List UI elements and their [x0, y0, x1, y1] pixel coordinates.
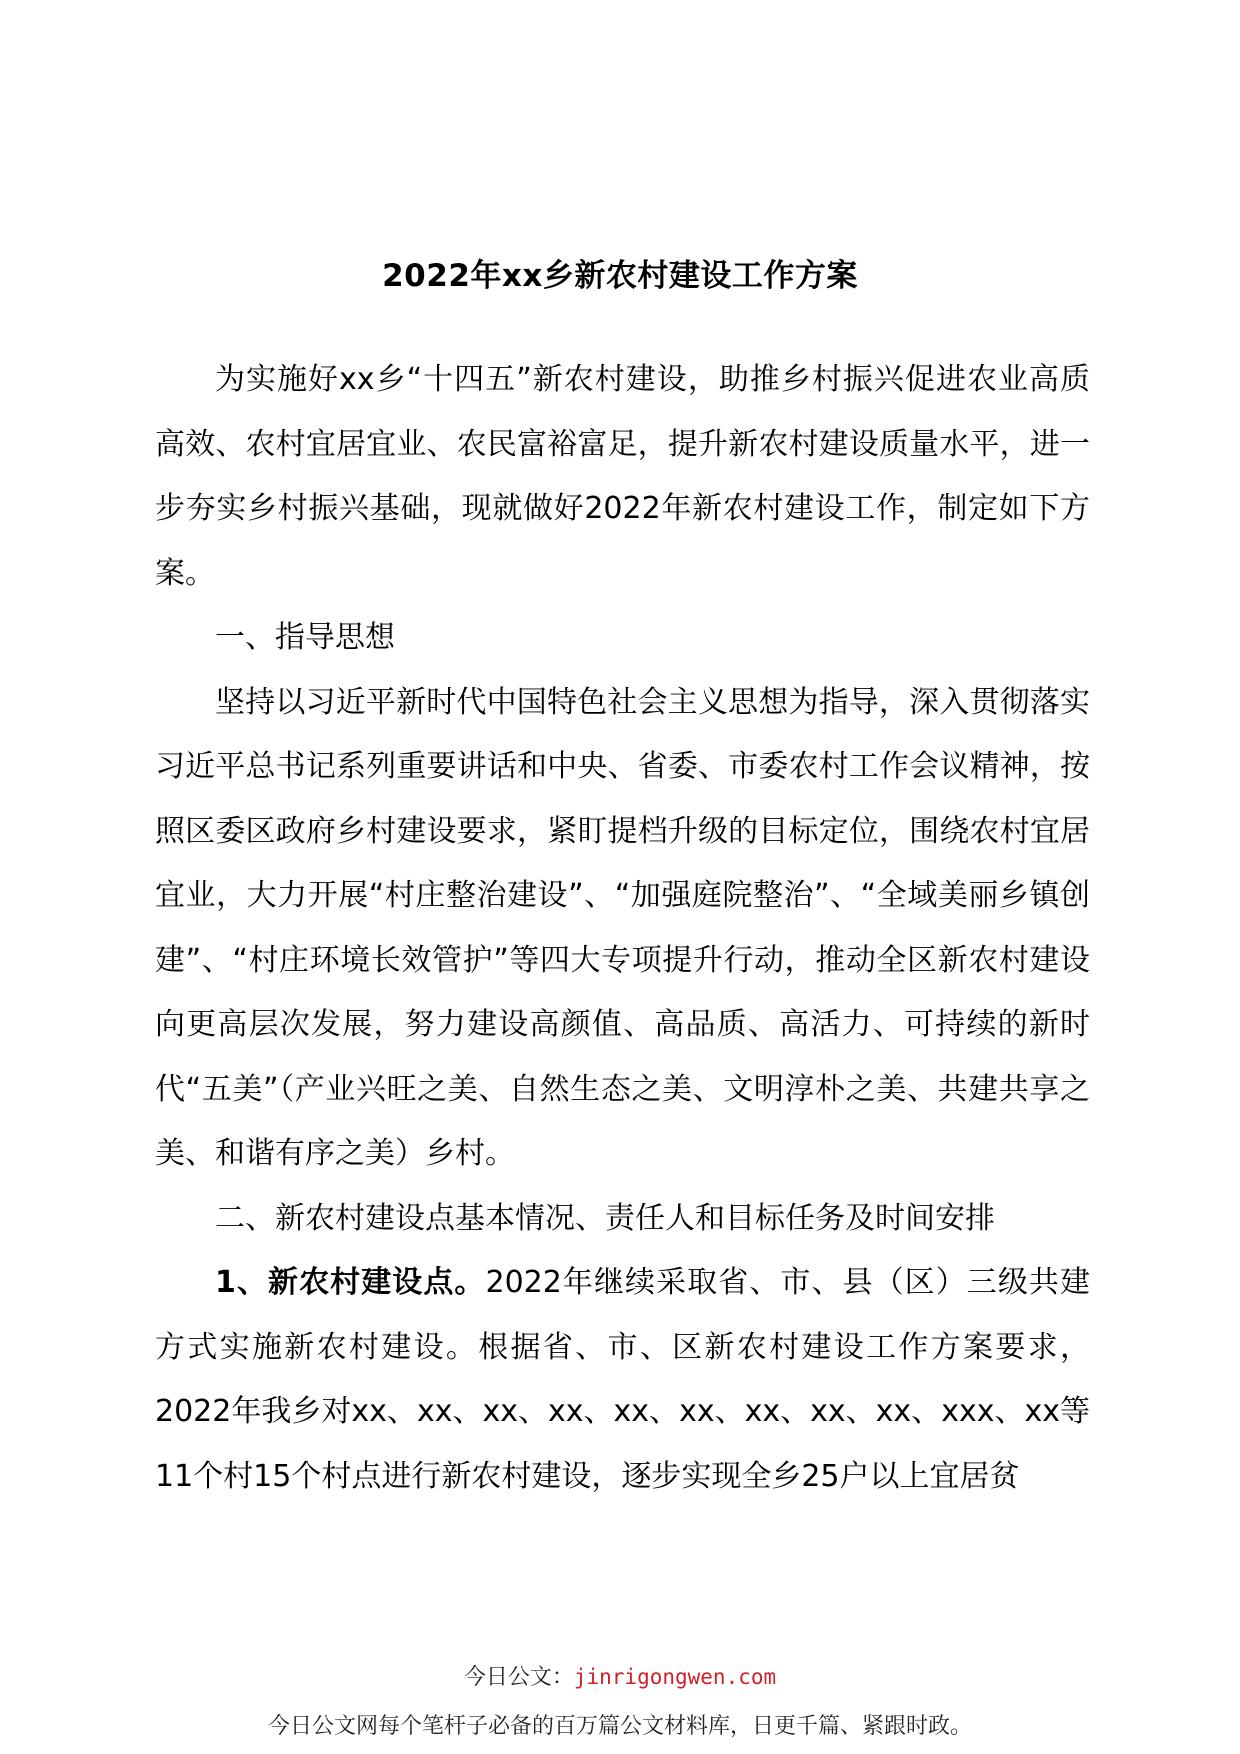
document-body [155, 348, 1090, 1509]
footer-site-url[interactable]: jinrigongwen.com [573, 1665, 777, 1689]
footer-site-line [0, 1662, 1240, 1693]
section-heading-guiding-ideology: 一、指导思想 [215, 620, 395, 655]
section-heading-construction-points: 二、新农村建设点基本情况、责任人和目标任务及时间安排 [215, 1200, 995, 1236]
footer-site-label: 今日公文： [463, 1665, 574, 1690]
construction-points-paragraph [155, 1251, 1090, 1509]
item-lead: 1、新农村建设点。 [215, 1265, 486, 1300]
document-title: 2022年xx乡新农村建设工作方案 [382, 258, 858, 294]
guiding-ideology-paragraph: 坚持以习近平新时代中国特色社会主义思想为指导，深入贯彻落实习近平总书记系列重要讲话和中央、省委、市委农村工作会议精神，按照区委区政府乡村建设要求，紧盯提档升级的目标定位，围绕农村宜居宜业，大力开展“村庄整治建设”、“加强庭院整治”、“全域美丽乡镇创建”、“村庄环境长效管护”等四大专项提升行动，推动全区新农村建设向更高层次发展，努力建设高颜值、高品质、高活力、可持续的新时代“五美”（产业兴旺之美、自然生态之美、文明淳朴之美、共建共享之美、和谐有序之美）乡村。 [155, 684, 1090, 1171]
item-body: 2022年继续采取省、市、县（区）三级共建方式实施新农村建设。根据省、市、区新农村建设工作方案要求，2022年我乡对xx、xx、xx、xx、xx、xx、xx、xx、xx、xxx、xx等11个村15个村点进行新农村建设，逐步实现全乡25户以上宜居贫 [155, 1265, 1091, 1494]
footer-slogan: 今日公文网每个笔杆子必备的百万篇公文材料库，日更千篇、紧跟时政。 [267, 1714, 972, 1739]
intro-paragraph: 为实施好xx乡“十四五”新农村建设，助推乡村振兴促进农业高质高效、农村宜居宜业、农民富裕富足，提升新农村建设质量水平，进一步夯实乡村振兴基础，现就做好2022年新农村建设工作，制定如下方案。 [155, 362, 1090, 591]
